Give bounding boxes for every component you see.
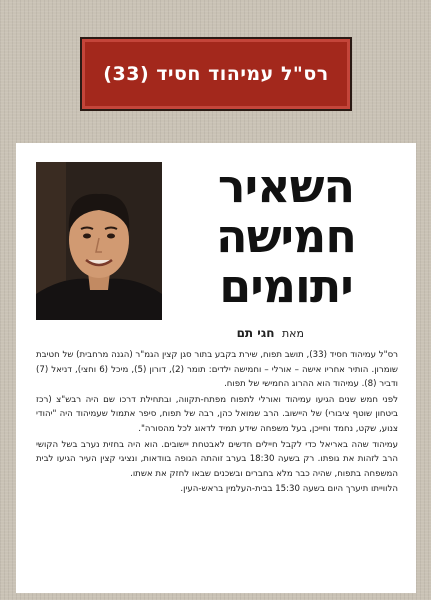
title-banner xyxy=(80,37,352,111)
headline-line: יתומים xyxy=(219,259,353,313)
byline-author: חגי תם xyxy=(236,326,275,340)
body-paragraph: עמיהוד שהה באריאל כדי לקבל חיילים חדשים לאבטחת יישובים. הוא היה בחזית נערב בשל הקושי הרב לזהות את גופתו. רק בשעה 18:30 בערב זוהתה הגופה בוודאות, ונציגי קצין העיר הגיעו לבית המשפחה בתפוח, שהיה כבר מלא בחברים ובשכנים שבאו לחזק את אשתו. xyxy=(36,439,398,479)
byline xyxy=(237,326,304,340)
body-paragraph: רס"ל עמיהוד חסיד (33), תושב תפוח, שירת בקבע בתור סגן קצין הגמ"ר (הגנה מרחבית) של חטיבת שומרון. הותיר אחריו אישה – אורלי – וחמישה ילדים: תומר (2), דורון (5), מיכל (6 וחצי), דניאל (7) ודביר (8). עמיהוד הוא ההרוג החמישי של תפוח. xyxy=(36,350,399,390)
banner-title: רס"ל עמיהוד חסיד (33) xyxy=(103,63,329,85)
headline xyxy=(166,161,406,311)
body-paragraph: הלווייתו תיערך היום בשעה 15:30 בבית-העלמין בראש-העין. xyxy=(180,484,398,495)
portrait-illustration xyxy=(36,162,162,320)
article-body xyxy=(36,348,398,498)
article-clipping xyxy=(16,143,416,593)
headline-line: חמישה xyxy=(216,209,356,263)
headline-line: השאיר xyxy=(217,159,355,213)
byline-prefix: מאת xyxy=(281,327,304,340)
body-paragraph: לפני חמש שנים הגיעו עמיהוד ואורלי לתפוח מפתח-תקווה, ובתחילת דרכו שם היה רבש"צ (רכז ביטחון שוטף ציבורי) של היישוב. הרב שמואל כהן, רבה של תפוח, סיפר אתמול שעמיהוד היה "יהודי צנוע, שקט, נחמד וחייכן, בעל משפחה שידע תמיד לדאוג לכל מהסורה". xyxy=(36,394,398,434)
portrait-photo xyxy=(36,162,162,320)
